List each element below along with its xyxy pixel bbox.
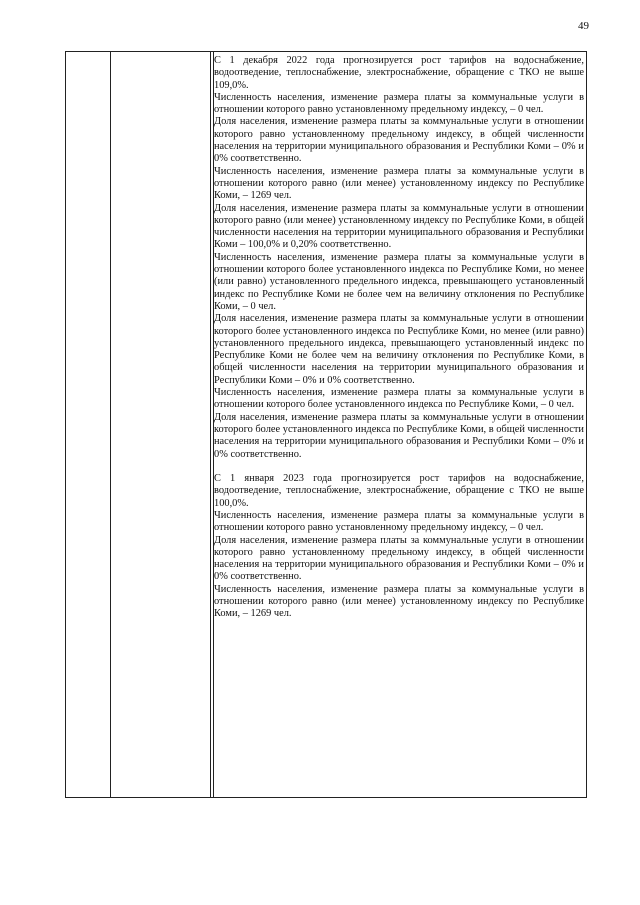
paragraph: С 1 января 2023 года прогнозируется рост тарифов на водоснабжение, водоотведение, теплоснабжение, электроснабжение, обращение с ТКО не выше 100,0%. — [214, 473, 584, 509]
paragraph: Численность населения, изменение размера платы за коммунальные услуги в отношении которого равно установленному предельному индексу, – 0 чел. — [214, 509, 584, 534]
paragraph: Численность населения, изменение размера платы за коммунальные услуги в отношении которого равно (или менее) установленному индексу по Республике Коми, – 1269 чел. — [214, 165, 584, 202]
paragraph: Численность населения, изменение размера платы за коммунальные услуги в отношении которого равно (или менее) установленному индексу по Республике Коми, – 1269 чел. — [214, 583, 584, 620]
paragraph: Доля населения, изменение размера платы за коммунальные услуги в отношении которого более установленного индекса по Республике Коми, но менее (или равно) установленного предельного индекса, превышающего установленный индекс по Республике Коми не более чем на величину отклонения по Республике Коми, в общей численности населения на территории муниципального образования и Республики Коми – 0% и 0% соответственно. — [214, 313, 584, 386]
paragraph: Доля населения, изменение размера платы за коммунальные услуги в отношении которого равно установленному предельному индексу, в общей численности населения на территории муниципального образования и Республики Коми – 0% и 0% соответственно. — [214, 116, 584, 165]
paragraph: С 1 декабря 2022 года прогнозируется рост тарифов на водоснабжение, водоотведение, теплоснабжение, электроснабжение, обращение с ТКО не выше 109,0%. — [214, 55, 584, 91]
table — [65, 51, 587, 798]
paragraph: Доля населения, изменение размера платы за коммунальные услуги в отношении которого равно установленному предельному индексу, в общей численности населения на территории муниципального образования и Республики Коми – 0% и 0% соответственно. — [214, 534, 584, 583]
table-cell-text — [214, 55, 584, 621]
page-number: 49 — [578, 20, 589, 32]
column-divider — [110, 52, 111, 797]
paragraph: Численность населения, изменение размера платы за коммунальные услуги в отношении которого более установленного индекса по Республике Коми, – 0 чел. — [214, 387, 584, 411]
paragraph: Численность населения, изменение размера платы за коммунальные услуги в отношении которого равно установленному предельному индексу, – 0 чел. — [214, 91, 584, 116]
paragraph: Доля населения, изменение размера платы за коммунальные услуги в отношении которого равно (или менее) установленному индексу по Республике Коми, в общей численности населения на территории муниципального образования и Республики Коми – 100,0% и 0,20% соответственно. — [214, 202, 584, 251]
paragraph: Доля населения, изменение размера платы за коммунальные услуги в отношении которого более установленного индекса по Республике Коми, в общей численности населения на территории муниципального образования и Республики Коми – 0% и 0% соответственно. — [214, 411, 584, 460]
paragraph: Численность населения, изменение размера платы за коммунальные услуги в отношении которого более установленного индекса по Республике Коми, но менее (или равно) установленного предельного индекса, превышающего установленный индекс по Республике Коми не более чем на величину отклонения по Республике Коми, – 0 чел. — [214, 251, 584, 312]
column-divider — [210, 52, 211, 797]
